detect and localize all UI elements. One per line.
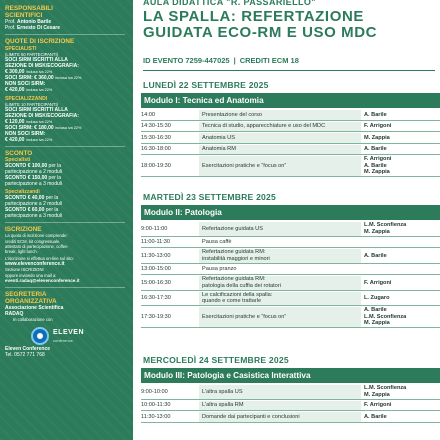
- session-time: 11:30-13:00: [141, 252, 171, 259]
- session-speakers: [363, 110, 440, 120]
- session-title-line: Presentazione del corso: [202, 111, 263, 118]
- iscrizione-title: ISCRIZIONE: [5, 226, 42, 234]
- session-speakers: [363, 307, 440, 327]
- schedule-row: [141, 276, 440, 291]
- day-heading: LUNEDÌ 22 SETTEMBRE 2025: [143, 80, 269, 90]
- session-speakers: [363, 249, 440, 263]
- session-title: [199, 133, 361, 143]
- course-title: [143, 9, 433, 41]
- segreteria-title-line2: ORGANIZZATIVA: [5, 298, 57, 306]
- venue-label: AULA DIDATTICA "R. PASSARIELLO": [143, 0, 316, 7]
- session-title: [199, 276, 361, 290]
- company-name: Eleven Conference: [5, 346, 51, 353]
- session-title-line: Tecnica di studio, apparecchiature e uso del MDC: [202, 123, 326, 130]
- session-title: [199, 238, 361, 248]
- specialisti-members-label-2: SEZIONE DI MSK/ECOGRAFIA:: [5, 62, 79, 69]
- session-title-line: Esercitazioni pratiche e “focus on”: [202, 162, 287, 169]
- schedule-row: [141, 133, 440, 144]
- segreteria-section: [0, 291, 133, 359]
- session-speakers: [363, 238, 440, 248]
- course-title-line: LA SPALLA: REFERTAZIONE: [143, 8, 365, 25]
- speaker-name: A. Barile: [364, 413, 387, 420]
- eleven-logo-name: ELEVEN: [53, 329, 85, 337]
- speaker-name: M. Zappia: [364, 134, 390, 141]
- iscrizione-section: [0, 226, 133, 284]
- session-time: 9:00-10:00: [141, 388, 168, 395]
- session-speakers: [363, 385, 440, 399]
- iscrizione-text: oppure inviando una mail a:: [5, 272, 57, 278]
- sconto-section: [0, 150, 133, 219]
- specialisti-members-price: € 300,00 inclusa iva 22%: [5, 68, 53, 75]
- schedule-break-row: [141, 238, 440, 249]
- session-title-line: Esercitazioni pratiche e “focus on”: [202, 313, 287, 320]
- session-speakers: [363, 292, 440, 306]
- sconto-specializzandi-line: partecipazione a 2 moduli: [5, 201, 62, 208]
- session-time: 16:30-17:30: [141, 295, 171, 302]
- module-header: Modulo I: Tecnica ed Anatomia: [141, 93, 440, 108]
- speaker-name: A. Barile: [364, 146, 387, 153]
- eleven-logo-sub: conference: [53, 338, 73, 344]
- sconto-specialisti-line: SCONTO € 100,00 per la: [5, 163, 62, 170]
- session-time: 15:30-16:30: [141, 134, 171, 141]
- specializzandi-members-price: € 120,00 inclusa iva 22%: [5, 119, 53, 126]
- session-title: [199, 401, 361, 411]
- speaker-name: A. Barile: [364, 162, 387, 169]
- segreteria-org: Associazione Scientifica: [5, 305, 64, 312]
- session-speakers: [363, 276, 440, 290]
- speaker-name: M. Zappia: [364, 320, 390, 327]
- site-link[interactable]: www.elevenconference.it: [5, 261, 65, 268]
- responsabili-section: [0, 0, 133, 31]
- schedule-row: [141, 249, 440, 264]
- session-title-line: patologia della cuffia dei rotatori: [202, 282, 281, 289]
- session-title-line: Anatomia RM: [202, 146, 236, 153]
- ecm-credits: CREDITI ECM 18: [239, 56, 299, 65]
- session-title-line: Domande dai partecipanti e conclusioni: [202, 413, 300, 420]
- session-time: 18:00-19:30: [141, 163, 171, 169]
- session-speakers: [363, 222, 440, 236]
- specialisti-title: SPECIALISTI: [5, 45, 37, 52]
- sconto-specialisti-line: partecipazione a 2 moduli: [5, 169, 62, 176]
- title-rule: [143, 70, 435, 71]
- iscrizione-text: Sezione ISCRIZIONI: [5, 267, 44, 273]
- session-time: 13:00-15:00: [141, 266, 171, 273]
- session-title: [199, 249, 361, 263]
- speaker-name: F. Arrigoni: [364, 156, 392, 163]
- quote-section: [0, 38, 133, 143]
- session-title-line: Refertazione guidata RM:: [202, 249, 266, 256]
- schedule-row: [141, 401, 440, 412]
- session-title: [199, 110, 361, 120]
- iscrizione-text: La quota di iscrizione comprende:: [5, 233, 68, 239]
- specializzandi-non-label: NON SOCI SIRM:: [5, 131, 46, 138]
- session-title-line: instabilità maggiori e minori: [202, 255, 270, 262]
- speaker-name: F. Arrigoni: [364, 279, 392, 286]
- session-title: [199, 307, 361, 327]
- session-speakers: [363, 412, 440, 422]
- session-title-line: Refertazione guidata RM:: [202, 276, 266, 283]
- specialisti-non-label: NON SOCI SIRM:: [5, 80, 46, 87]
- day-heading: MARTEDÌ 23 SETTEMBRE 2025: [143, 192, 276, 202]
- speaker-name: F. Arrigoni: [364, 402, 392, 409]
- specialisti-members-label-1: SOCI SIRM ISCRITTI ALLA: [5, 56, 68, 63]
- event-info: [143, 56, 299, 65]
- session-title: [199, 412, 361, 422]
- event-id: ID EVENTO 7259-447025: [143, 56, 230, 65]
- session-speakers: [363, 265, 440, 275]
- session-speakers: [363, 401, 440, 411]
- speaker-name: M. Zappia: [364, 228, 390, 235]
- session-speakers: [363, 122, 440, 132]
- speaker-name: L.M. Sconfienza: [364, 385, 407, 392]
- responsabile-1: Prof. Antonio Barile: [5, 19, 52, 26]
- schedule-row: [141, 222, 440, 237]
- session-title-line: Pausa caffè: [202, 239, 232, 246]
- schedule-row: [141, 292, 440, 307]
- module-header: Modulo III: Patologia e Casistica Interattiva: [141, 368, 440, 383]
- specialisti-soci-price: SOCI SIRM: € 360,00 inclusa iva 22%: [5, 74, 82, 81]
- schedule-row: [141, 110, 440, 121]
- schedule-row: [141, 145, 440, 156]
- sconto-title: SCONTO: [5, 150, 33, 158]
- sidebar: [0, 0, 133, 440]
- collab-text: In collaborazione con: [13, 317, 53, 323]
- specialisti-limit: (LIMITE 50 PARTECIPANTI): [5, 51, 59, 57]
- iscrizione-text: attestato di partecipazione, coffee: [5, 243, 68, 249]
- sidebar-divider: [5, 146, 125, 147]
- schedule-row: [141, 122, 440, 133]
- speaker-name: M. Zappia: [364, 391, 390, 398]
- eleven-logo: [31, 326, 87, 346]
- event-divider: |: [233, 56, 236, 65]
- schedule-row: [141, 412, 440, 423]
- quote-title: QUOTE DI ISCRIZIONE: [5, 38, 75, 46]
- schedule-break-row: [141, 265, 440, 276]
- program-main: [133, 0, 440, 440]
- sconto-specializzandi-line: SCONTO € 40,00 per la: [5, 195, 59, 202]
- speaker-name: L.M. Sconfienza: [364, 222, 407, 229]
- eleven-logo-icon: [31, 327, 49, 345]
- schedule-row: [141, 307, 440, 328]
- session-title-line: Refertazione guidata US: [202, 225, 263, 232]
- specializzandi-members-label-2: SEZIONE DI MSK/ECOGRAFIA:: [5, 113, 79, 120]
- session-time: 11:30-13:00: [141, 413, 171, 420]
- speaker-name: M. Zappia: [364, 169, 390, 176]
- schedule-row: [141, 385, 440, 400]
- session-time: 10:00-11:30: [141, 402, 171, 409]
- specializzandi-title: SPECIALIZZANDI: [5, 95, 48, 102]
- sconto-specialisti-line: partecipazione a 3 moduli: [5, 181, 62, 188]
- session-title-line: quando e come trattarle: [202, 298, 262, 305]
- session-time: 11:00-11:30: [141, 239, 171, 246]
- segreteria-title-line1: SEGRETERIA: [5, 290, 47, 298]
- session-speakers: [363, 133, 440, 143]
- session-title-line: Anatomia US: [202, 134, 235, 141]
- sidebar-divider: [5, 222, 125, 223]
- session-title-line: L'altra spalla US: [202, 388, 243, 395]
- session-time: 15:00-16:30: [141, 279, 171, 286]
- speaker-name: F. Arrigoni: [364, 123, 392, 130]
- session-time: 14:30-15:30: [141, 123, 171, 130]
- session-title: [199, 122, 361, 132]
- specialisti-non-price: € 420,00 inclusa iva 22%: [5, 86, 53, 93]
- specializzandi-members-label-1: SOCI SIRM ISCRITTI ALLA: [5, 107, 68, 114]
- sconto-specializzandi-line: SCONTO € 60,00 per la: [5, 207, 59, 214]
- responsabili-title-line1: RESPONSABILI: [5, 5, 53, 12]
- sidebar-divider: [5, 34, 125, 35]
- session-title-line: Pausa pranzo: [202, 266, 237, 273]
- speaker-name: L.M. Sconfienza: [364, 313, 407, 320]
- session-time: 14:00: [141, 111, 155, 118]
- session-title-line: Le calcificazioni della spalla:: [202, 291, 273, 298]
- day-heading: MERCOLEDÌ 24 SETTEMBRE 2025: [143, 355, 289, 365]
- speaker-name: L. Zugaro: [364, 295, 390, 302]
- module-header: Modulo II: Patologia: [141, 205, 440, 220]
- specializzandi-non-price: € 420,00 inclusa iva 22%: [5, 137, 53, 144]
- session-time: 17:30-19:30: [141, 314, 171, 320]
- speaker-name: A. Barile: [364, 252, 387, 259]
- email-link[interactable]: eventi.radaq@elevenconference.it: [5, 277, 80, 283]
- session-title: [199, 265, 361, 275]
- specializzandi-limit: (LIMITE 10 PARTECIPANTI): [5, 101, 59, 107]
- company-tel: Tel. 0572 771 768: [5, 352, 45, 359]
- sconto-specialisti-line: SCONTO € 150,00 per la: [5, 175, 62, 182]
- session-speakers: [363, 145, 440, 155]
- specializzandi-soci-price: SOCI SIRM: € 180,00 inclusa iva 22%: [5, 125, 82, 132]
- sconto-specialisti-title: Specialisti: [5, 157, 31, 164]
- session-title: [199, 292, 361, 306]
- course-title-line: GUIDATA ECO-RM E USO MDC: [143, 24, 378, 41]
- speaker-name: A. Barile: [364, 307, 387, 314]
- session-title: [199, 385, 361, 399]
- schedule-row: [141, 156, 440, 177]
- session-title-line: L'altra spalla RM: [202, 402, 244, 409]
- iscrizione-text: break, light lunch.: [5, 249, 38, 255]
- session-time: 9:00-11:00: [141, 225, 168, 232]
- sidebar-divider: [5, 287, 125, 288]
- responsabile-2: Prof. Ernesto Di Cesare: [5, 25, 61, 32]
- iscrizione-online-text: L'iscrizione si effettua on-line sul sito:: [5, 256, 74, 262]
- sconto-specializzandi-title: Specializzandi: [5, 189, 40, 196]
- segreteria-org2: RADAQ: [5, 311, 24, 318]
- session-speakers: [363, 156, 440, 176]
- session-title: [199, 222, 361, 236]
- session-time: 16:30-18:00: [141, 146, 171, 153]
- responsabili-title-line2: SCIENTIFICI: [5, 12, 43, 20]
- sconto-specializzandi-line: partecipazione a 3 moduli: [5, 213, 62, 220]
- speaker-name: A. Barile: [364, 111, 387, 118]
- session-title: [199, 156, 361, 176]
- iscrizione-text: crediti ECM, kit congressuale,: [5, 238, 61, 244]
- session-title: [199, 145, 361, 155]
